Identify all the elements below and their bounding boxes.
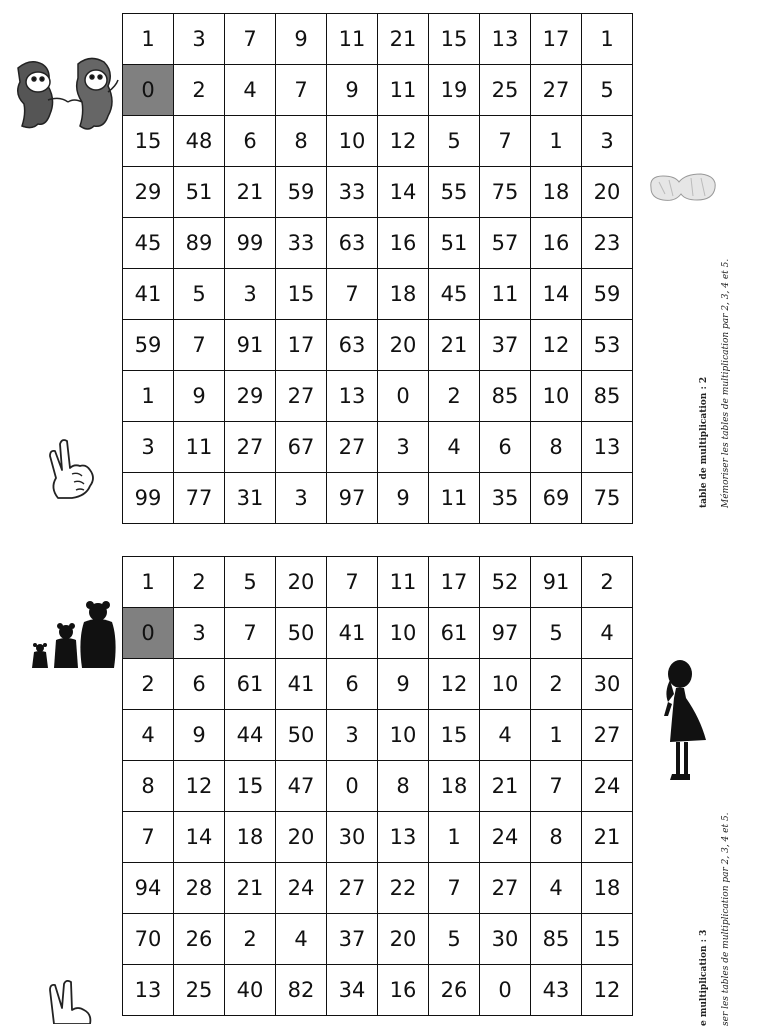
start-cell: 0	[123, 608, 174, 659]
grid-cell: 10	[378, 710, 429, 761]
grid-row	[123, 812, 633, 863]
memo-instruction-2: ser les tables de multiplication par 2, 3, 4 et 5.	[721, 812, 731, 1026]
grid-row	[123, 14, 633, 65]
grid-cell: 20	[378, 320, 429, 371]
grid-cell: 13	[327, 371, 378, 422]
grid-cell: 52	[480, 557, 531, 608]
grid-cell: 15	[429, 710, 480, 761]
grid-cell: 8	[378, 761, 429, 812]
grid-cell: 5	[582, 65, 633, 116]
grid-cell: 45	[123, 218, 174, 269]
grid-cell: 33	[327, 167, 378, 218]
grid-row	[123, 65, 633, 116]
grid-cell: 4	[582, 608, 633, 659]
grid-cell: 67	[276, 422, 327, 473]
grid-cell: 17	[429, 557, 480, 608]
grid-cell: 2	[225, 914, 276, 965]
grid-cell: 9	[378, 473, 429, 524]
grid-row	[123, 473, 633, 524]
grid-cell: 16	[378, 218, 429, 269]
grid-cell: 97	[480, 608, 531, 659]
grid-cell: 11	[378, 557, 429, 608]
grid-cell: 11	[378, 65, 429, 116]
start-cell: 0	[123, 65, 174, 116]
grid-cell: 7	[429, 863, 480, 914]
grid-cell: 20	[276, 557, 327, 608]
grid-cell: 18	[531, 167, 582, 218]
grid-row	[123, 914, 633, 965]
three-bears-silhouette	[30, 600, 118, 672]
grid-cell: 25	[174, 965, 225, 1016]
grid-cell: 3	[327, 710, 378, 761]
grid-cell: 2	[174, 65, 225, 116]
grid-row	[123, 659, 633, 710]
grid-cell: 3	[174, 608, 225, 659]
grid-cell: 3	[225, 269, 276, 320]
grid-cell: 15	[123, 116, 174, 167]
grid-cell: 37	[327, 914, 378, 965]
grid-cell: 91	[531, 557, 582, 608]
grid-cell: 1	[123, 371, 174, 422]
table-title-3: e multiplication : 3	[699, 929, 709, 1026]
grid-cell: 7	[174, 320, 225, 371]
grid-cell: 69	[531, 473, 582, 524]
grid-cell: 85	[582, 371, 633, 422]
grid-cell: 29	[225, 371, 276, 422]
grid-row	[123, 710, 633, 761]
grid-cell: 9	[276, 14, 327, 65]
grid-cell: 40	[225, 965, 276, 1016]
grid-cell: 27	[327, 422, 378, 473]
grid-row	[123, 965, 633, 1016]
maze-grid-table-2	[122, 13, 633, 524]
grid-cell: 77	[174, 473, 225, 524]
grid-cell: 4	[429, 422, 480, 473]
grid-cell: 94	[123, 863, 174, 914]
grid-cell: 61	[225, 659, 276, 710]
grid-cell: 4	[123, 710, 174, 761]
grid-cell: 1	[582, 14, 633, 65]
grid-cell: 21	[225, 167, 276, 218]
grid-row	[123, 863, 633, 914]
grid-cell: 44	[225, 710, 276, 761]
grid-cell: 2	[429, 371, 480, 422]
memo-instruction-1: Mémoriser les tables de multiplication par 2, 3, 4 et 5.	[721, 258, 731, 508]
grid-cell: 89	[174, 218, 225, 269]
grid-cell: 63	[327, 320, 378, 371]
grid-cell: 6	[480, 422, 531, 473]
grid-cell: 6	[327, 659, 378, 710]
grid-cell: 43	[531, 965, 582, 1016]
grid-cell: 15	[276, 269, 327, 320]
grid-cell: 27	[225, 422, 276, 473]
grid-cell: 6	[225, 116, 276, 167]
grid-cell: 10	[480, 659, 531, 710]
grid-cell: 0	[327, 761, 378, 812]
victory-hand-icon	[46, 980, 98, 1024]
grid-cell: 23	[582, 218, 633, 269]
grid-cell: 8	[276, 116, 327, 167]
grid-cell: 13	[480, 14, 531, 65]
grid-row	[123, 116, 633, 167]
grid-cell: 7	[276, 65, 327, 116]
grid-cell: 11	[174, 422, 225, 473]
grid-cell: 12	[429, 659, 480, 710]
grid-cell: 17	[531, 14, 582, 65]
grid-cell: 27	[582, 710, 633, 761]
peanut-illustration	[645, 168, 719, 206]
grid-cell: 1	[123, 557, 174, 608]
grid-cell: 18	[378, 269, 429, 320]
grid-row	[123, 167, 633, 218]
grid-cell: 20	[582, 167, 633, 218]
grid-cell: 15	[225, 761, 276, 812]
grid-cell: 27	[531, 65, 582, 116]
grid-cell: 50	[276, 710, 327, 761]
grid-cell: 8	[531, 422, 582, 473]
grid-cell: 24	[480, 812, 531, 863]
grid-cell: 28	[174, 863, 225, 914]
grid-cell: 37	[480, 320, 531, 371]
grid-row	[123, 557, 633, 608]
grid-cell: 75	[480, 167, 531, 218]
grid-cell: 1	[531, 116, 582, 167]
grid-cell: 16	[378, 965, 429, 1016]
grid-cell: 24	[276, 863, 327, 914]
grid-cell: 1	[123, 14, 174, 65]
grid-cell: 5	[531, 608, 582, 659]
grid-cell: 18	[225, 812, 276, 863]
two-fingers-hand-icon	[46, 438, 98, 502]
grid-cell: 70	[123, 914, 174, 965]
grid-cell: 27	[327, 863, 378, 914]
grid-cell: 41	[276, 659, 327, 710]
grid-cell: 48	[174, 116, 225, 167]
grid-cell: 21	[582, 812, 633, 863]
grid-cell: 99	[225, 218, 276, 269]
grid-cell: 63	[327, 218, 378, 269]
grid-cell: 20	[276, 812, 327, 863]
grid-cell: 26	[174, 914, 225, 965]
grid-cell: 1	[429, 812, 480, 863]
grid-row	[123, 761, 633, 812]
grid-cell: 3	[174, 14, 225, 65]
grid-cell: 4	[276, 914, 327, 965]
grid-cell: 18	[582, 863, 633, 914]
grid-cell: 4	[480, 710, 531, 761]
grid-row	[123, 218, 633, 269]
grid-cell: 15	[582, 914, 633, 965]
chipmunks-illustration	[12, 52, 120, 136]
grid-cell: 51	[174, 167, 225, 218]
grid-cell: 9	[174, 710, 225, 761]
grid-cell: 14	[174, 812, 225, 863]
grid-cell: 29	[123, 167, 174, 218]
grid-cell: 22	[378, 863, 429, 914]
grid-row	[123, 269, 633, 320]
grid-cell: 3	[378, 422, 429, 473]
grid-cell: 7	[327, 269, 378, 320]
grid-cell: 11	[429, 473, 480, 524]
grid-cell: 85	[480, 371, 531, 422]
grid-cell: 27	[480, 863, 531, 914]
grid-row	[123, 371, 633, 422]
grid-cell: 2	[582, 557, 633, 608]
grid-row	[123, 608, 633, 659]
grid-cell: 31	[225, 473, 276, 524]
grid-cell: 12	[174, 761, 225, 812]
grid-cell: 82	[276, 965, 327, 1016]
grid-cell: 3	[123, 422, 174, 473]
grid-cell: 16	[531, 218, 582, 269]
grid-cell: 14	[531, 269, 582, 320]
grid-cell: 5	[429, 116, 480, 167]
grid-cell: 15	[429, 14, 480, 65]
grid-row	[123, 422, 633, 473]
grid-cell: 53	[582, 320, 633, 371]
grid-cell: 25	[480, 65, 531, 116]
grid-cell: 1	[531, 710, 582, 761]
grid-cell: 35	[480, 473, 531, 524]
grid-cell: 0	[378, 371, 429, 422]
grid-cell: 9	[174, 371, 225, 422]
grid-cell: 11	[327, 14, 378, 65]
grid-cell: 45	[429, 269, 480, 320]
grid-cell: 8	[123, 761, 174, 812]
girl-silhouette	[660, 658, 710, 784]
table-title-2: table de multiplication : 2	[699, 376, 709, 508]
grid-cell: 30	[327, 812, 378, 863]
grid-cell: 13	[582, 422, 633, 473]
grid-cell: 27	[276, 371, 327, 422]
grid-cell: 75	[582, 473, 633, 524]
grid-cell: 14	[378, 167, 429, 218]
grid-cell: 30	[582, 659, 633, 710]
grid-row	[123, 320, 633, 371]
grid-cell: 13	[123, 965, 174, 1016]
maze-grid-table-3	[122, 556, 633, 1016]
grid-cell: 7	[531, 761, 582, 812]
grid-cell: 59	[123, 320, 174, 371]
grid-cell: 10	[378, 608, 429, 659]
grid-cell: 21	[225, 863, 276, 914]
grid-cell: 10	[531, 371, 582, 422]
grid-cell: 41	[123, 269, 174, 320]
grid-cell: 10	[327, 116, 378, 167]
grid-cell: 85	[531, 914, 582, 965]
grid-cell: 4	[225, 65, 276, 116]
grid-cell: 30	[480, 914, 531, 965]
grid-cell: 5	[174, 269, 225, 320]
grid-cell: 7	[480, 116, 531, 167]
grid-cell: 99	[123, 473, 174, 524]
grid-cell: 57	[480, 218, 531, 269]
grid-cell: 12	[531, 320, 582, 371]
grid-cell: 21	[378, 14, 429, 65]
grid-cell: 7	[225, 608, 276, 659]
grid-cell: 21	[429, 320, 480, 371]
grid-cell: 7	[225, 14, 276, 65]
grid-cell: 34	[327, 965, 378, 1016]
grid-cell: 12	[582, 965, 633, 1016]
grid-cell: 5	[225, 557, 276, 608]
grid-cell: 7	[123, 812, 174, 863]
grid-cell: 47	[276, 761, 327, 812]
grid-cell: 12	[378, 116, 429, 167]
grid-cell: 18	[429, 761, 480, 812]
grid-cell: 2	[174, 557, 225, 608]
grid-cell: 0	[480, 965, 531, 1016]
grid-cell: 24	[582, 761, 633, 812]
grid-cell: 2	[531, 659, 582, 710]
grid-cell: 51	[429, 218, 480, 269]
grid-cell: 3	[276, 473, 327, 524]
grid-cell: 97	[327, 473, 378, 524]
grid-cell: 5	[429, 914, 480, 965]
grid-cell: 91	[225, 320, 276, 371]
grid-cell: 41	[327, 608, 378, 659]
grid-cell: 50	[276, 608, 327, 659]
grid-cell: 4	[531, 863, 582, 914]
grid-cell: 11	[480, 269, 531, 320]
grid-cell: 59	[582, 269, 633, 320]
grid-cell: 9	[327, 65, 378, 116]
grid-cell: 9	[378, 659, 429, 710]
grid-cell: 2	[123, 659, 174, 710]
grid-cell: 26	[429, 965, 480, 1016]
grid-cell: 17	[276, 320, 327, 371]
grid-cell: 20	[378, 914, 429, 965]
grid-cell: 8	[531, 812, 582, 863]
grid-cell: 3	[582, 116, 633, 167]
grid-cell: 21	[480, 761, 531, 812]
grid-cell: 19	[429, 65, 480, 116]
grid-cell: 61	[429, 608, 480, 659]
grid-cell: 55	[429, 167, 480, 218]
grid-cell: 59	[276, 167, 327, 218]
grid-cell: 7	[327, 557, 378, 608]
grid-cell: 6	[174, 659, 225, 710]
grid-cell: 33	[276, 218, 327, 269]
grid-cell: 13	[378, 812, 429, 863]
